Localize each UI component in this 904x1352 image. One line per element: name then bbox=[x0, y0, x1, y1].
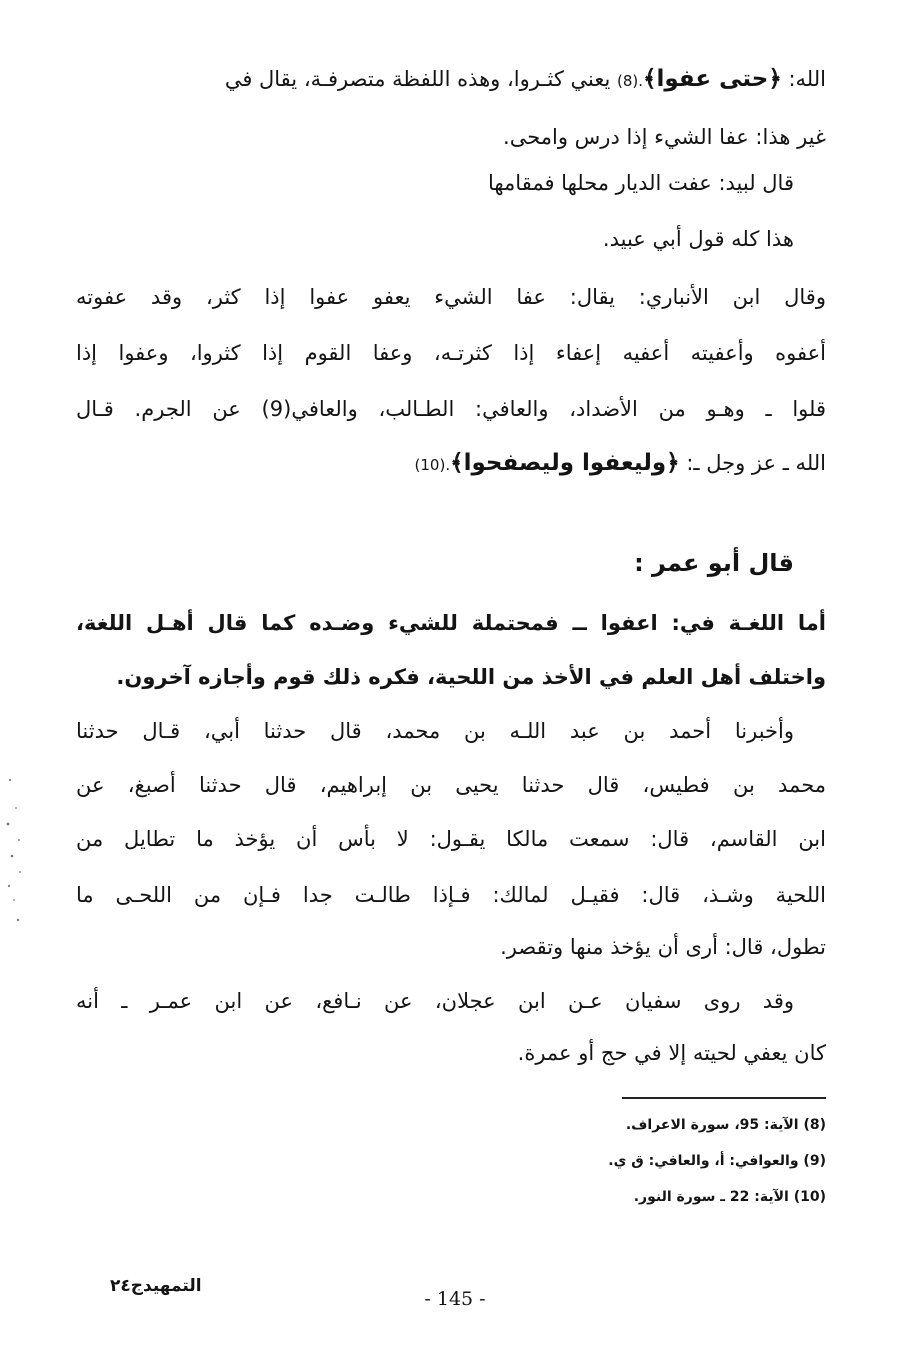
text-line: قلوا ـ وهـو من الأضداد، والعافي: الطـالب، والعافي(9) عن الجرم. قـال bbox=[76, 397, 826, 421]
text-line: أعفوه وأعفيته أعفيه إعفاء إذا كثرتـه، وعفا القوم إذا كثروا، وعفوا إذا bbox=[76, 341, 826, 365]
text-line: وأخبرنا أحمد بن عبد اللـه بن محمد، قال حدثنا أبي، قـال حدثنا bbox=[76, 719, 794, 743]
text-line: الله: ﴿حتى عفوا﴾.(8) يعني كثـروا، وهذه اللفظة متصرفـة، يقال في bbox=[224, 66, 826, 92]
footnote: (10) الآية: 22 ـ سورة النور. bbox=[633, 1189, 826, 1205]
page-number: - 145 - bbox=[424, 1288, 486, 1310]
text-line: ابن القاسم، قال: سمعت مالكا يقـول: لا بأس أن يؤخذ ما تطايل من bbox=[76, 827, 826, 851]
footnote-ref: .(8) bbox=[617, 72, 644, 90]
text-line: محمد بن فطيس، قال حدثنا يحيى بن إبراهيم، قال حدثنا أصبغ، عن bbox=[76, 773, 826, 797]
text-line: وقال ابن الأنباري: يقال: عفا الشيء يعفو عفوا إذا كثر، وقد عفوته bbox=[76, 285, 826, 309]
quran-quote: ﴿وليعفوا وليصفحوا﴾ bbox=[450, 450, 680, 476]
quran-quote: ﴿حتى عفوا﴾ bbox=[643, 66, 782, 92]
text-line: هذا كله قول أبي عبيد. bbox=[602, 227, 794, 251]
text-line: أما اللغـة في: اعفوا ــ فمحتملة للشيء وضـده كما قال أهـل اللغة، bbox=[76, 611, 826, 635]
footnote-ref: .(10) bbox=[414, 456, 451, 474]
running-footer: التمهيدج٢٤ bbox=[110, 1276, 202, 1296]
section-heading: قال أبو عمر : bbox=[634, 549, 794, 577]
text-line: اللحية وشـذ، قال: فقيـل لمالك: فـإذا طالـت جدا فـإن من اللحـى ما bbox=[76, 883, 826, 907]
text-line: واختلف أهل العلم في الأخذ من اللحية، فكره ذلك قوم وأجازه آخرون. bbox=[116, 665, 826, 689]
scan-speckle bbox=[0, 760, 30, 930]
text-line: تطول، قال: أرى أن يؤخذ منها وتقصر. bbox=[500, 935, 826, 959]
text-line: وقد روى سفيان عـن ابن عجلان، عن نـافع، عن ابن عمـر ـ أنه bbox=[76, 989, 794, 1013]
verse-line: قال لبيد: عفت الديار محلها فمقامها bbox=[487, 171, 794, 195]
text-line: غير هذا: عفا الشيء إذا درس وامحى. bbox=[503, 125, 826, 149]
text-line: كان يعفي لحيته إلا في حج أو عمرة. bbox=[517, 1041, 826, 1065]
footnote: (8) الآية: 95، سورة الاعراف. bbox=[625, 1117, 826, 1133]
footnote: (9) والعوافي: أ، والعافي: ق ي. bbox=[608, 1153, 826, 1169]
text-line: الله ـ عز وجل ـ: ﴿وليعفوا وليصفحوا﴾.(10) bbox=[414, 450, 826, 476]
footnote-divider bbox=[622, 1097, 826, 1099]
